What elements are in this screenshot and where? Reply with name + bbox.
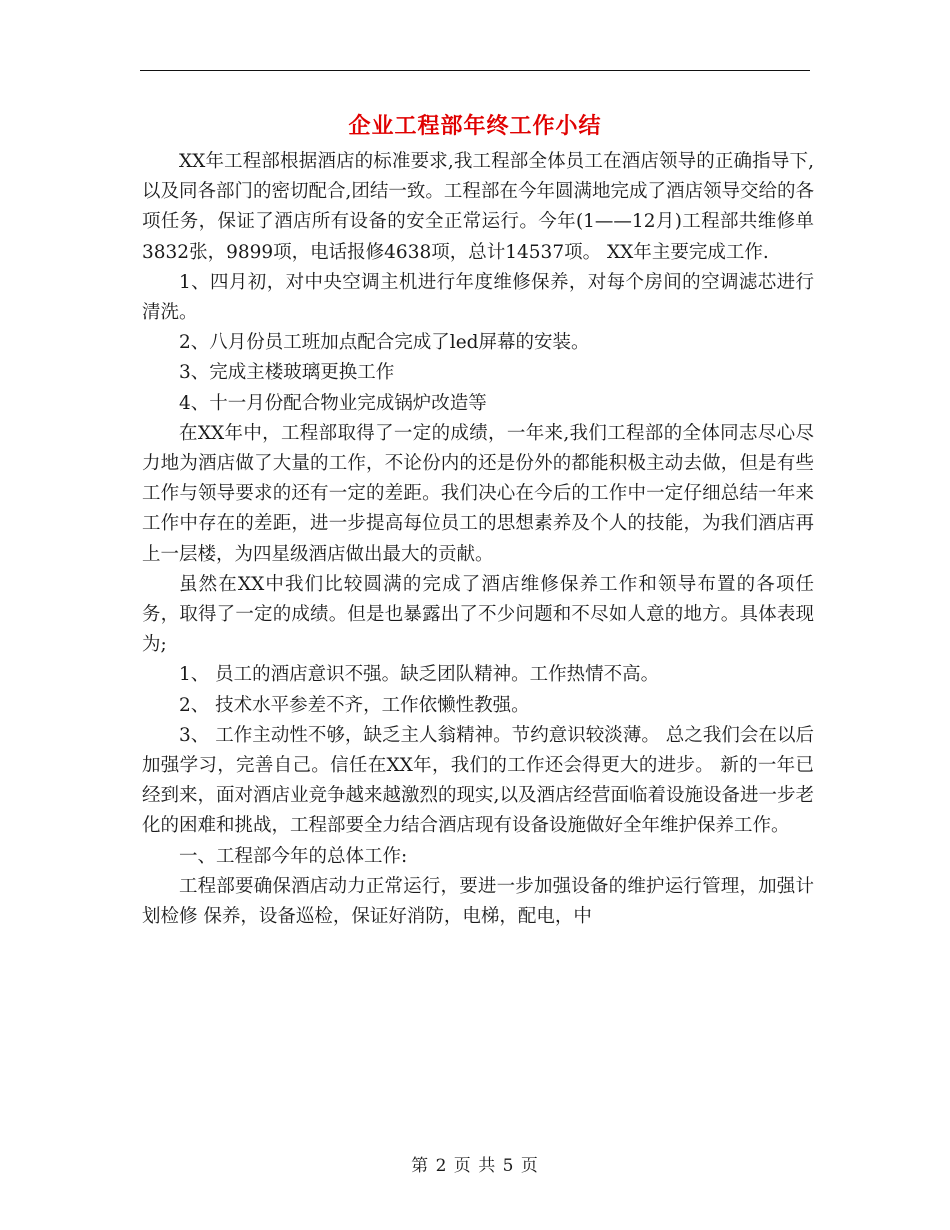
paragraph-achievements: 在XX年中，工程部取得了一定的成绩，一年来,我们工程部的全体同志尽心尽力地为酒店做了大量的工作，不论份内的还是份外的都能积极主动去做，但是有些工作与领导要求的还有一定的差距。我们决心在今后的工作中一定仔细总结一年来工作中存在的差距，进一步提高每位员工的思想素养及个人的技能，为我们酒店再上一层楼，为四星级酒店做出最大的贡献。 [142,422,814,565]
list-item: 3、完成主楼玻璃更换工作 [179,362,395,384]
list-item: 2、 技术水平参差不齐，工作依懒性教强。 [179,694,530,716]
list-item: 1、四月初，对中央空调主机进行年度维修保养，对每个房间的空调滤芯进行清洗。 [142,271,814,324]
paragraph-plan: 工程部要确保酒店动力正常运行，要进一步加强设备的维护运行管理，加强计划检修 保养，设备巡检，保证好消防，电梯，配电，中 [142,875,814,928]
paragraph-problems: 虽然在XX中我们比较圆满的完成了酒店维修保养工作和领导布置的各项任务，取得了一定的成绩。但是也暴露出了不少问题和不尽如人意的地方。具体表现为; [142,573,814,656]
list-item: 3、 工作主动性不够，缺乏主人翁精神。节约意识较淡薄。 总之我们会在以后加强学习，完善自己。信任在XX年，我们的工作还会得更大的进步。 新的一年已经到来，面对酒店业竞争越来越激烈的现实,以及酒店经营面临着设施设备进一步老化的困难和挑战，工程部要全力结合酒店现有设备设施做好全年维护保养工作。 [142,724,814,837]
document-title: 企业工程部年终工作小结 [348,113,602,139]
list-item: 1、 员工的酒店意识不强。缺乏团队精神。工作热情不高。 [179,664,660,686]
section-heading: 一、工程部今年的总体工作: [179,845,408,867]
document-body [142,147,814,932]
paragraph-intro: XX年工程部根据酒店的标准要求,我工程部全体员工在酒店领导的正确指导下,以及同各部门的密切配合,团结一致。工程部在今年圆满地完成了酒店领导交给的各项任务，保证了酒店所有设备的安全正常运行。今年(1——12月)工程部共维修单3832张，9899项，电话报修4638项，总计14537项。 XX年主要完成工作. [142,151,814,263]
header-rule [140,70,810,71]
list-item: 2、八月份员工班加点配合完成了led屏幕的安装。 [179,332,590,354]
page-number: 第 2 页 共 5 页 [411,1156,539,1176]
list-item: 4、十一月份配合物业完成锅炉改造等 [179,392,487,414]
